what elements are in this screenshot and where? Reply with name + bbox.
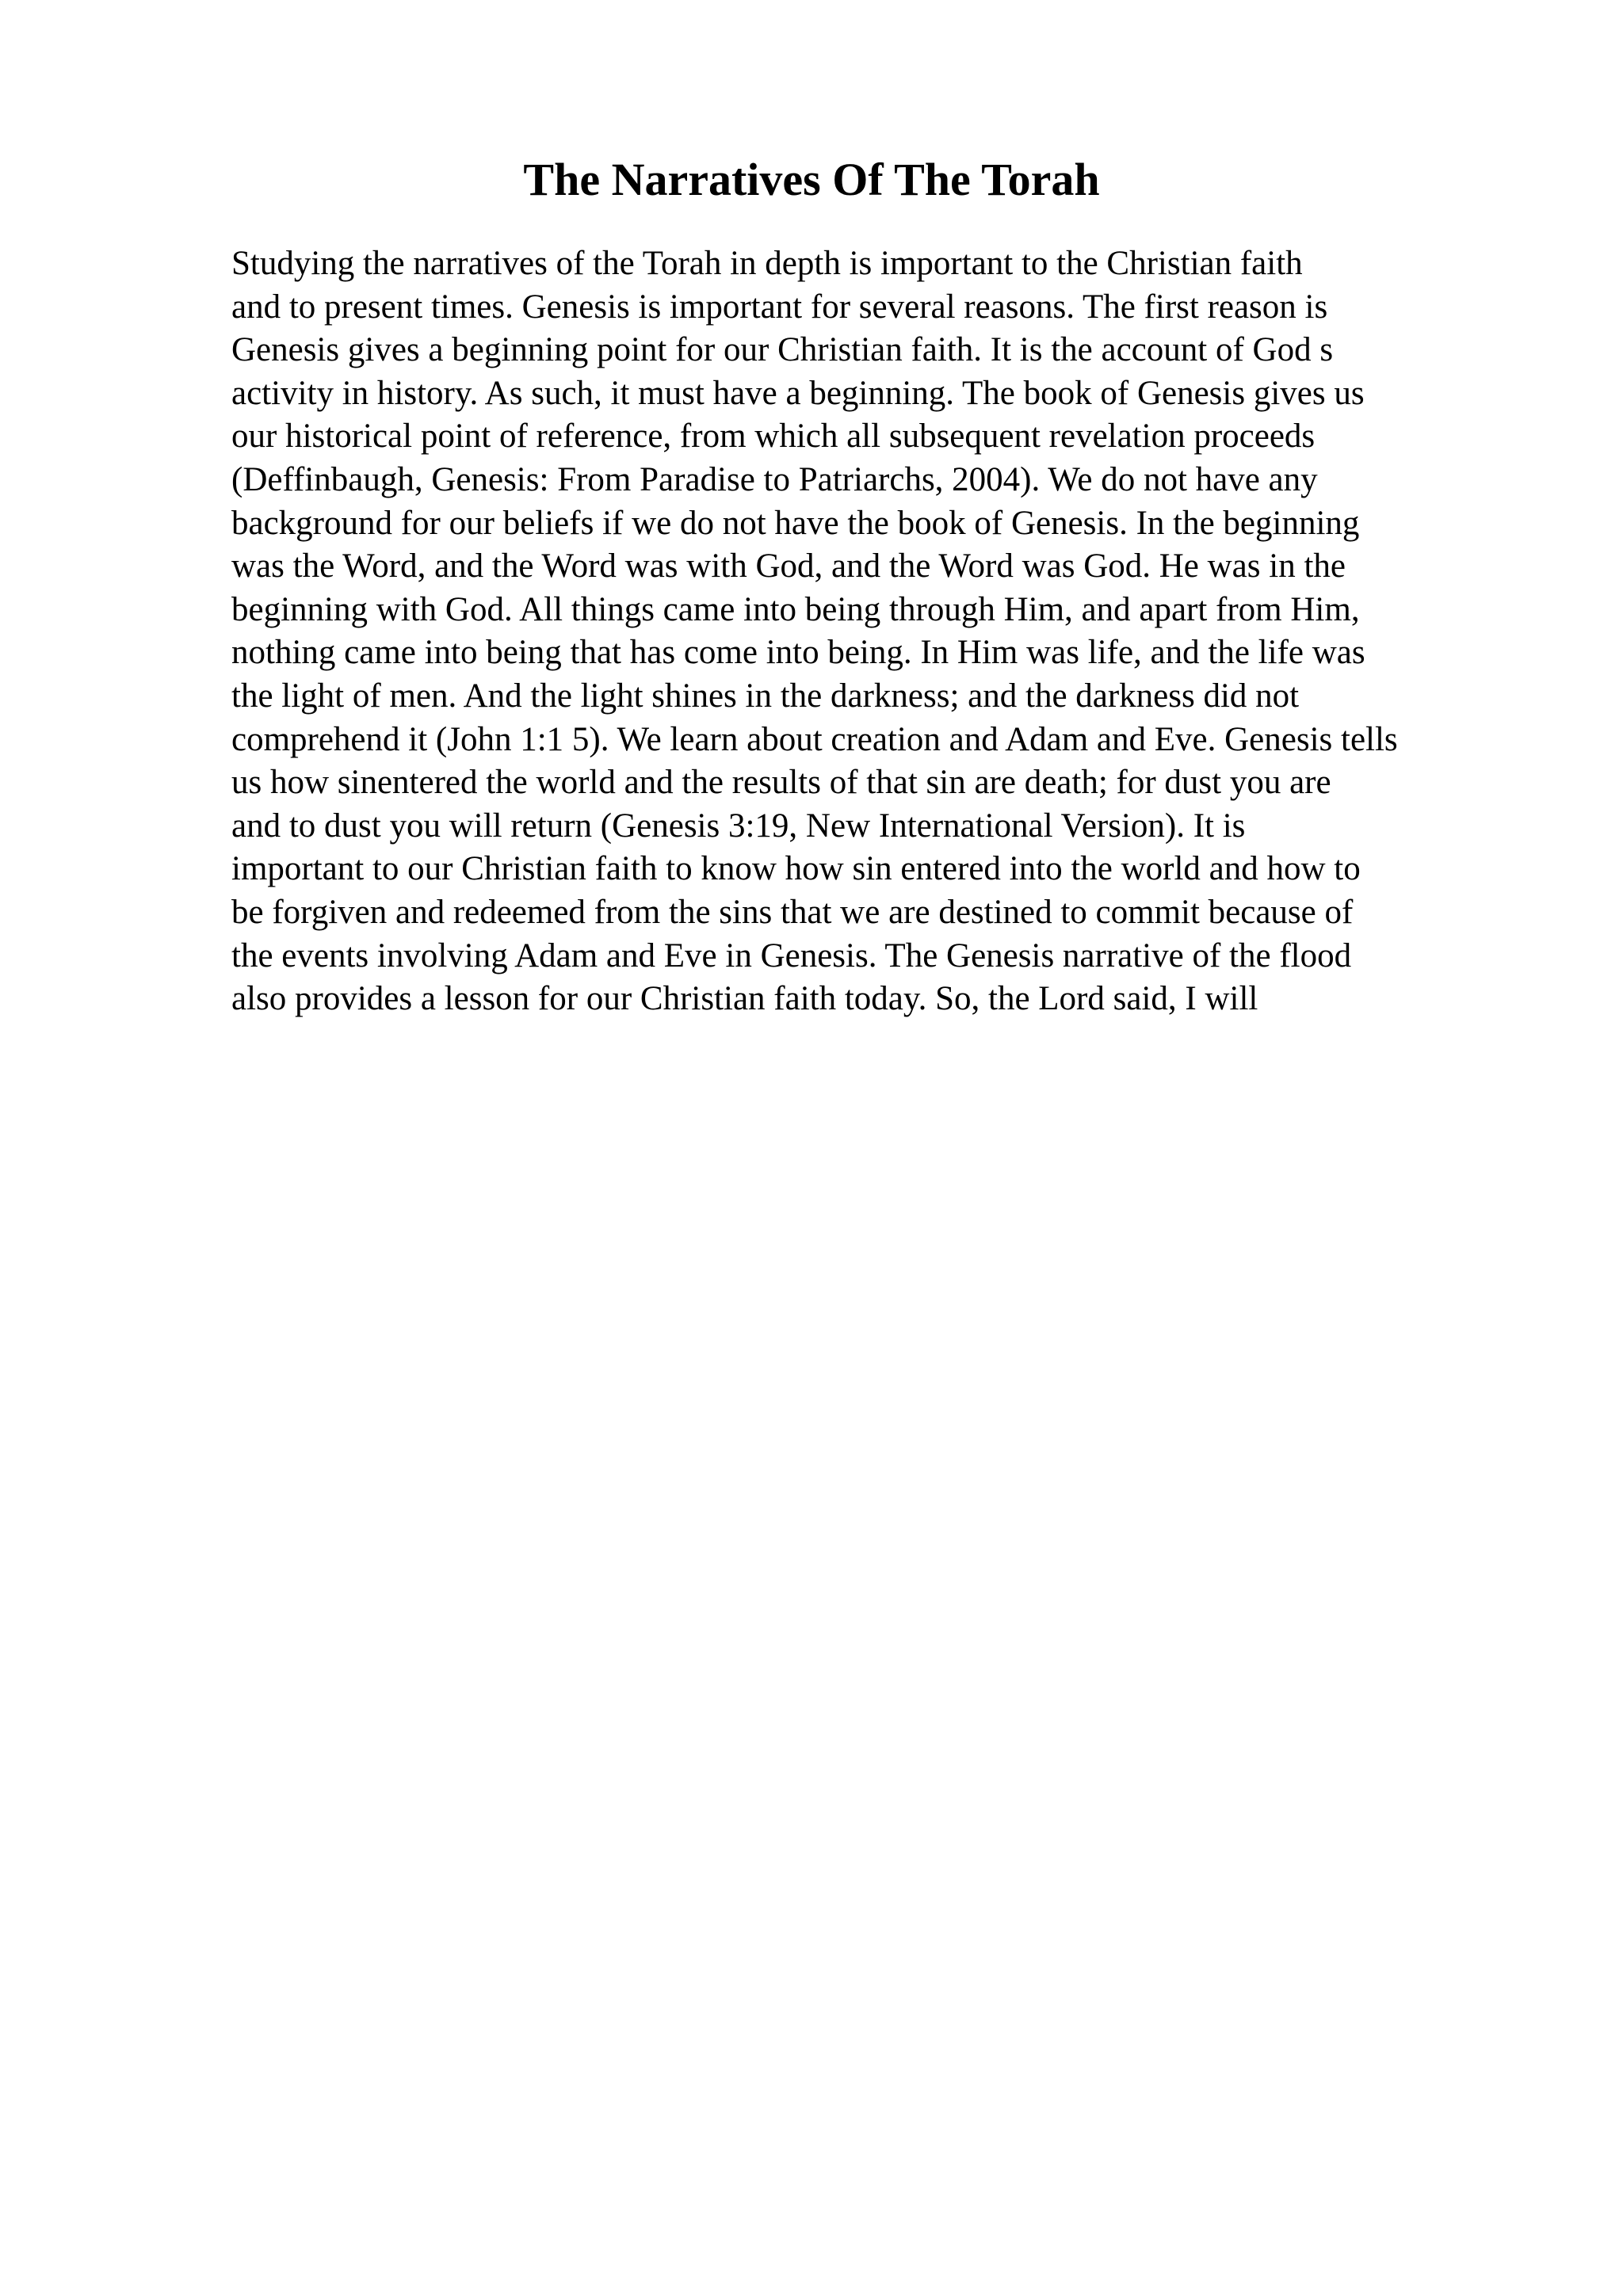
body-line-17: the events involving Adam and Eve in Genesis. The Genesis narrative of the flood	[231, 936, 1352, 974]
body-line-2: and to present times. Genesis is important for several reasons. The first reason is	[231, 288, 1328, 326]
body-line-6: (Deffinbaugh, Genesis: From Paradise to Patriarchs, 2004). We do not have any	[231, 460, 1318, 498]
body-line-13: us how sinentered the world and the results of that sin are death; for dust you are	[231, 764, 1331, 802]
body-line-12: comprehend it (John 1:1 5). We learn about creation and Adam and Eve. Genesis tells	[231, 720, 1398, 758]
body-line-18: also provides a lesson for our Christian faith today. So, the Lord said, I will	[231, 980, 1258, 1018]
body-line-10: nothing came into being that has come into being. In Him was life, and the life was	[231, 634, 1365, 672]
body-line-5: our historical point of reference, from which all subsequent revelation proceeds	[231, 418, 1316, 456]
body-line-7: background for our beliefs if we do not have the book of Genesis. In the beginning	[231, 504, 1360, 542]
document-title: The Narratives Of The Torah	[523, 154, 1100, 205]
body-line-3: Genesis gives a beginning point for our Christian faith. It is the account of God s	[231, 331, 1334, 369]
body-line-11: the light of men. And the light shines in the darkness; and the darkness did not	[231, 677, 1300, 715]
body-line-8: was the Word, and the Word was with God, and the Word was God. He was in the	[231, 547, 1346, 585]
body-line-16: be forgiven and redeemed from the sins that we are destined to commit because of	[231, 893, 1354, 931]
body-line-14: and to dust you will return (Genesis 3:19, New International Version). It is	[231, 807, 1246, 845]
document-body	[231, 242, 1594, 1021]
body-line-4: activity in history. As such, it must have a beginning. The book of Genesis gives us	[231, 374, 1365, 412]
body-line-1: Studying the narratives of the Torah in depth is important to the Christian faith	[231, 245, 1303, 282]
body-line-9: beginning with God. All things came into being through Him, and apart from Him,	[231, 590, 1360, 628]
body-line-15: important to our Christian faith to know how sin entered into the world and how to	[231, 850, 1361, 888]
